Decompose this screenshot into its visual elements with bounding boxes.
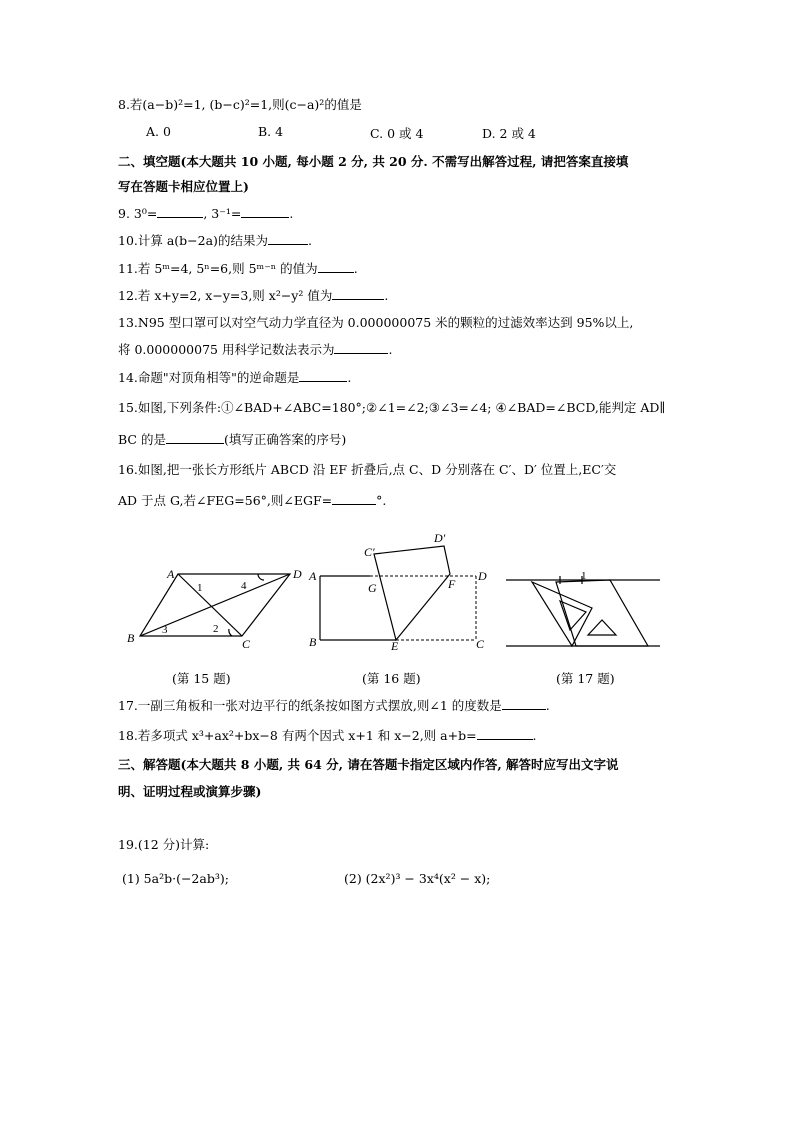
q9 <box>118 205 293 223</box>
fig15-label-a: A <box>167 567 175 581</box>
q13-blank[interactable] <box>334 341 388 354</box>
q17 <box>118 697 550 715</box>
q9-blank-2[interactable] <box>241 205 289 218</box>
q12 <box>118 287 388 305</box>
set-square-45 <box>532 582 592 646</box>
q18-blank[interactable] <box>477 727 533 740</box>
q16-line2 <box>118 492 386 510</box>
q10-period: . <box>307 233 312 248</box>
q9-text-c: . <box>289 206 294 221</box>
fig15-label-b: B <box>127 631 135 645</box>
q14-text: 14.命题"对顶角相等"的逆命题是 <box>118 370 300 385</box>
q11-text: 11.若 5ᵐ=4, 5ⁿ=6,则 5ᵐ⁻ⁿ 的值为 <box>118 261 318 276</box>
q14-period: . <box>347 370 352 385</box>
diagonal-ac <box>178 574 242 636</box>
fig15-label-4: 4 <box>241 580 247 592</box>
q19-part1: (1) 5a²b·(−2ab³); <box>122 871 229 886</box>
section2-heading-line1: 二、填空题(本大题共 10 小题, 每小题 2 分, 共 20 分. 不需写出解答过程, 请把答案直接填 <box>118 154 629 169</box>
q18 <box>118 727 537 745</box>
q11 <box>118 260 358 278</box>
fig16-label-a: A <box>309 569 317 583</box>
figure-15 <box>118 532 308 657</box>
fig15-label-1: 1 <box>197 582 203 594</box>
q18-text: 18.若多项式 x³+ax²+bx−8 有两个因式 x+1 和 x−2,则 a+b= <box>118 728 477 743</box>
fig16-label-g: G <box>368 581 377 595</box>
q12-text: 12.若 x+y=2, x−y=3,则 x²−y² 值为 <box>118 288 333 303</box>
fig16-label-f: F <box>448 577 456 591</box>
fig16-caption: (第 16 题) <box>362 671 421 686</box>
q16-text: AD 于点 G,若∠FEG=56°,则∠EGF= <box>118 493 333 508</box>
q13-line1: 13.N95 型口罩可以对空气动力学直径为 0.000000075 米的颗粒的过滤效率达到 95%以上, <box>118 315 634 330</box>
q15-blank[interactable] <box>166 431 224 444</box>
fig16-label-c-prime: C′ <box>364 545 375 559</box>
section3-heading-line2: 明、证明过程或演算步骤) <box>118 784 262 799</box>
set-square-30-60-hole <box>588 620 616 635</box>
figure-16 <box>308 532 498 657</box>
angle-arc-2 <box>229 629 232 636</box>
q9-text-b: , 3⁻¹= <box>203 206 242 221</box>
q11-period: . <box>353 261 358 276</box>
q8-option-c: C. 0 或 4 <box>370 126 424 141</box>
angle-arc-4 <box>258 574 264 580</box>
folded-part-ec-d-f <box>374 546 450 640</box>
q10-blank[interactable] <box>268 232 308 245</box>
q14 <box>118 369 351 387</box>
set-square-30-60 <box>556 580 648 646</box>
q8-option-a: A. 0 <box>146 124 171 139</box>
q19-part2: (2) (2x²)³ − 3x⁴(x² − x); <box>344 871 491 886</box>
fig15-label-d: D <box>293 567 302 581</box>
q16-line1: 16.如图,把一张长方形纸片 ABCD 沿 EF 折叠后,点 C、D 分别落在 C′、D′ 位置上,EC′交 <box>118 462 617 477</box>
fig15-label-3: 3 <box>162 624 168 636</box>
q15-text: BC 的是 <box>118 432 166 447</box>
fig17-caption: (第 17 题) <box>556 671 615 686</box>
q9-blank-1[interactable] <box>157 205 203 218</box>
q12-period: . <box>384 288 389 303</box>
section3-heading-line1: 三、解答题(本大题共 8 小题, 共 64 分, 请在答题卡指定区域内作答, 解答时应写出文字说 <box>118 757 619 772</box>
q9-text-a: 9. 3⁰= <box>118 206 158 221</box>
fig16-label-d: D <box>478 569 487 583</box>
fig15-label-2: 2 <box>213 623 219 635</box>
fig16-label-b: B <box>309 635 317 649</box>
q16-degree: °. <box>376 493 387 508</box>
section2-heading-line2: 写在答题卡相应位置上) <box>118 179 249 194</box>
q8-option-d: D. 2 或 4 <box>482 126 536 141</box>
figure-17 <box>498 532 668 657</box>
q15-line1: 15.如图,下列条件:①∠BAD+∠ABC=180°;②∠1=∠2;③∠3=∠4; ④∠BAD=∠BCD,能判定 AD∥ <box>118 400 666 415</box>
q13-line2 <box>118 341 392 359</box>
q15-hint: (填写正确答案的序号) <box>223 432 347 447</box>
fig16-label-c: C <box>476 637 485 651</box>
q17-blank[interactable] <box>502 697 546 710</box>
q10 <box>118 232 312 250</box>
q18-period: . <box>532 728 537 743</box>
q19-title: 19.(12 分)计算: <box>118 837 210 852</box>
fig17-label-1: 1 <box>581 570 587 582</box>
q17-text: 17.一副三角板和一张对边平行的纸条按如图方式摆放,则∠1 的度数是 <box>118 698 502 713</box>
q15-line2 <box>118 431 346 449</box>
q17-period: . <box>545 698 550 713</box>
fig16-label-e: E <box>391 639 399 653</box>
q8-options <box>118 124 678 142</box>
fig15-caption: (第 15 题) <box>172 671 231 686</box>
q13-period: . <box>388 342 393 357</box>
q8-stem: 8.若(a−b)²=1, (b−c)²=1,则(c−a)²的值是 <box>118 97 362 112</box>
fig15-label-c: C <box>242 637 251 651</box>
q16-blank[interactable] <box>332 492 376 505</box>
q14-blank[interactable] <box>299 369 347 382</box>
q8-option-b: B. 4 <box>258 124 284 139</box>
q12-blank[interactable] <box>332 287 384 300</box>
q11-blank[interactable] <box>318 260 354 273</box>
q13-text: 将 0.000000075 用科学记数法表示为 <box>118 342 335 357</box>
q10-text: 10.计算 a(b−2a)的结果为 <box>118 233 268 248</box>
fig16-label-d-prime: D′ <box>434 532 446 545</box>
